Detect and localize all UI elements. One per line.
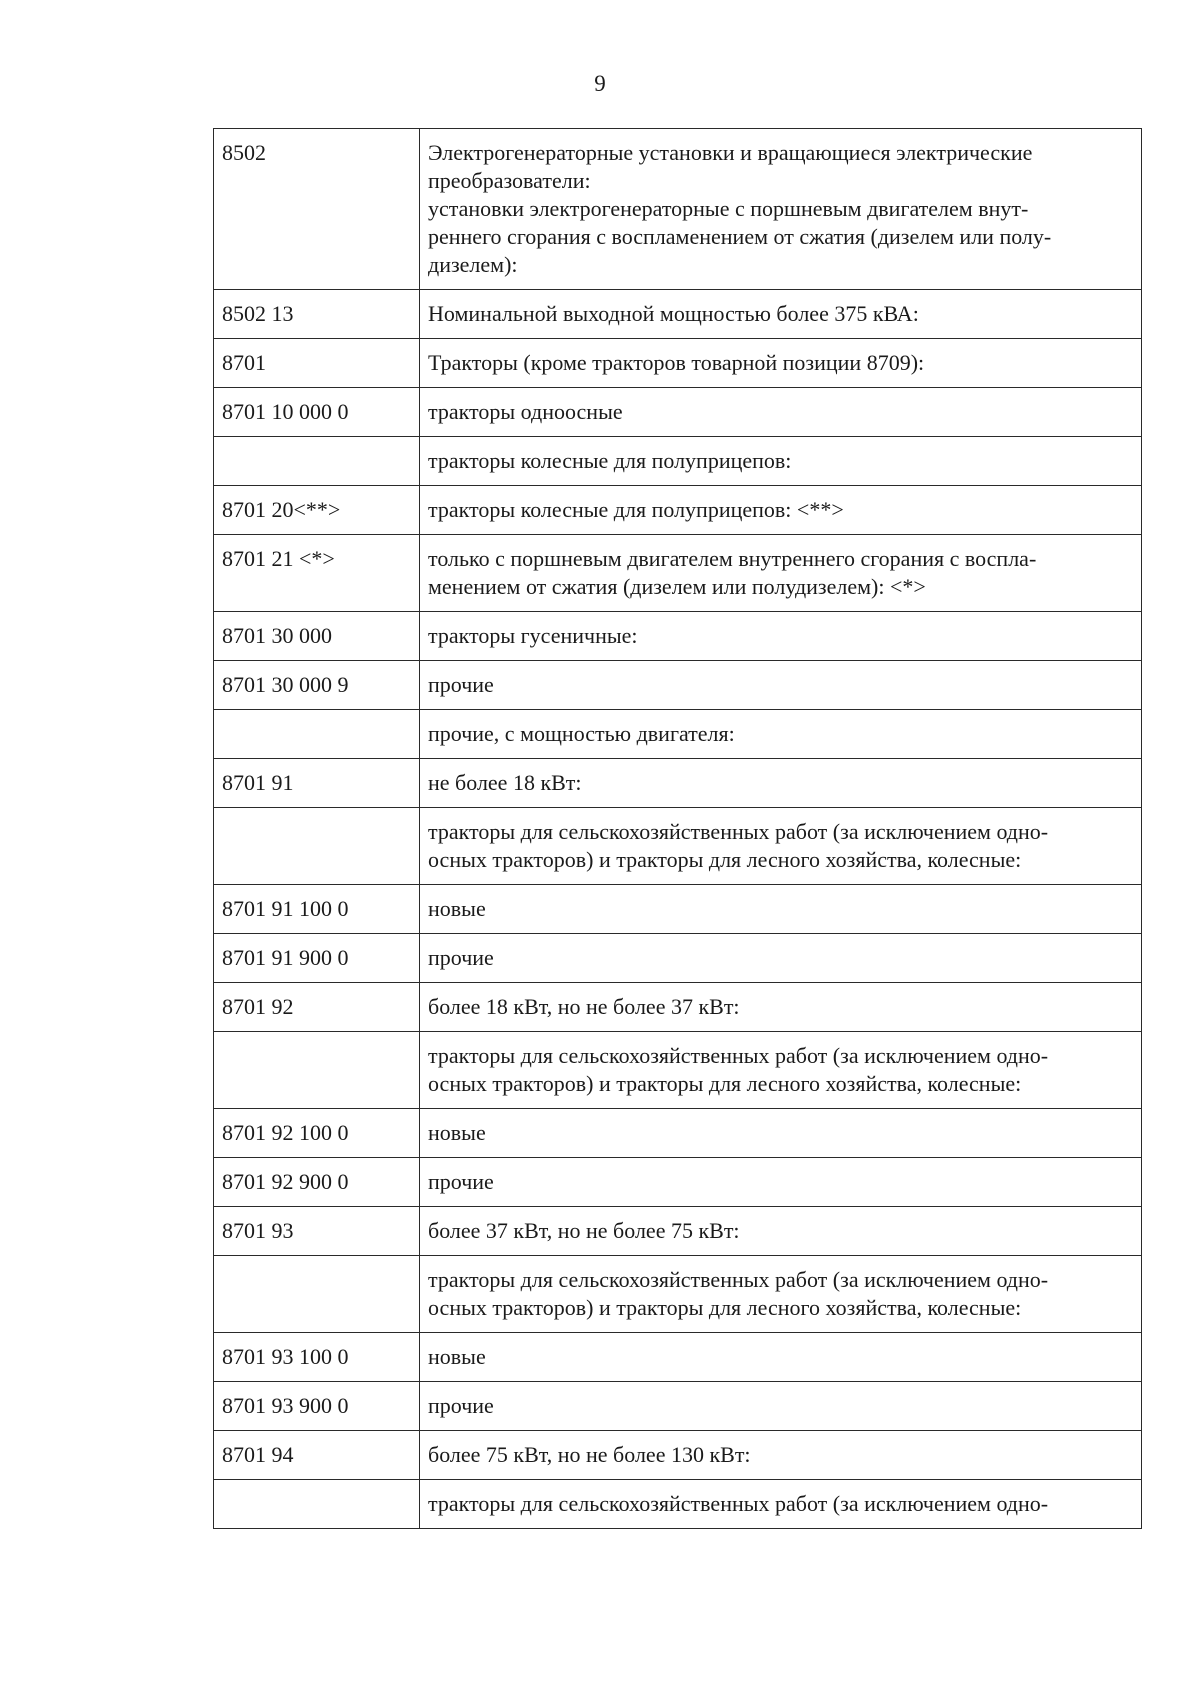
description-line: тракторы колесные для полуприцепов: [428, 448, 792, 473]
description-cell [420, 1109, 1142, 1158]
description-line: прочие [428, 1169, 494, 1194]
description-line: новые [428, 1120, 486, 1145]
description-line: дизелем): [428, 252, 518, 277]
code-cell: 8701 91 900 0 [214, 934, 420, 983]
description-line: более 18 кВт, но не более 37 кВт: [428, 994, 740, 1019]
table-row [214, 129, 1142, 290]
code-cell: 8701 91 100 0 [214, 885, 420, 934]
table-row [214, 983, 1142, 1032]
description-line: тракторы гусеничные: [428, 623, 638, 648]
code-cell: 8502 13 [214, 290, 420, 339]
description-cell [420, 388, 1142, 437]
description-cell [420, 710, 1142, 759]
table-row [214, 934, 1142, 983]
description-line: установки электрогенераторные с поршневым двигателем внут- [428, 196, 1029, 221]
code-cell: 8701 93 900 0 [214, 1382, 420, 1431]
table-row [214, 808, 1142, 885]
code-cell: 8701 93 100 0 [214, 1333, 420, 1382]
table-row [214, 885, 1142, 934]
code-cell [214, 1256, 420, 1333]
description-line: более 37 кВт, но не более 75 кВт: [428, 1218, 740, 1243]
description-cell [420, 1333, 1142, 1382]
table-row [214, 1256, 1142, 1333]
description-cell [420, 1480, 1142, 1529]
code-cell [214, 1032, 420, 1109]
description-line: осных тракторов) и тракторы для лесного хозяйства, колесные: [428, 847, 1022, 872]
code-cell: 8701 93 [214, 1207, 420, 1256]
description-cell [420, 885, 1142, 934]
description-line: тракторы одноосные [428, 399, 623, 424]
code-cell: 8701 30 000 9 [214, 661, 420, 710]
description-cell [420, 129, 1142, 290]
table-row [214, 290, 1142, 339]
table-row [214, 1382, 1142, 1431]
description-line: преобразователи: [428, 168, 591, 193]
code-cell: 8701 10 000 0 [214, 388, 420, 437]
description-line: только с поршневым двигателем внутреннего сгорания с воспла- [428, 546, 1037, 571]
description-line: тракторы для сельскохозяйственных работ (за исключением одно- [428, 1267, 1049, 1292]
description-cell [420, 339, 1142, 388]
description-line: тракторы для сельскохозяйственных работ (за исключением одно- [428, 819, 1049, 844]
description-cell [420, 934, 1142, 983]
description-line: прочие [428, 672, 494, 697]
description-cell [420, 437, 1142, 486]
table-row [214, 710, 1142, 759]
description-cell [420, 290, 1142, 339]
description-line: прочие [428, 945, 494, 970]
table-row [214, 437, 1142, 486]
code-cell: 8701 91 [214, 759, 420, 808]
code-cell: 8701 92 900 0 [214, 1158, 420, 1207]
table-row [214, 661, 1142, 710]
table-row [214, 1431, 1142, 1480]
description-cell [420, 1158, 1142, 1207]
description-line: не более 18 кВт: [428, 770, 582, 795]
description-line: прочие, с мощностью двигателя: [428, 721, 735, 746]
table-row [214, 759, 1142, 808]
description-cell [420, 1032, 1142, 1109]
code-cell: 8701 30 000 [214, 612, 420, 661]
description-cell [420, 1382, 1142, 1431]
description-line: Номинальной выходной мощностью более 375 кВА: [428, 301, 919, 326]
description-line: менением от сжатия (дизелем или полудизелем): <*> [428, 574, 926, 599]
table-row [214, 1032, 1142, 1109]
page-number: 9 [594, 71, 606, 96]
code-cell: 8701 21 <*> [214, 535, 420, 612]
description-line: осных тракторов) и тракторы для лесного хозяйства, колесные: [428, 1071, 1022, 1096]
description-line: реннего сгорания с воспламенением от сжатия (дизелем или полу- [428, 224, 1052, 249]
table-body [214, 129, 1142, 1529]
code-cell: 8701 20<**> [214, 486, 420, 535]
description-line: тракторы колесные для полуприцепов: <**> [428, 497, 844, 522]
description-cell [420, 759, 1142, 808]
description-cell [420, 612, 1142, 661]
description-line: более 75 кВт, но не более 130 кВт: [428, 1442, 751, 1467]
description-line: тракторы для сельскохозяйственных работ (за исключением одно- [428, 1491, 1049, 1516]
description-line: новые [428, 896, 486, 921]
code-cell: 8701 92 [214, 983, 420, 1032]
description-cell [420, 808, 1142, 885]
table-row [214, 1207, 1142, 1256]
table-row [214, 388, 1142, 437]
description-cell [420, 1256, 1142, 1333]
table-row [214, 535, 1142, 612]
description-line: Электрогенераторные установки и вращающиеся электрические [428, 140, 1033, 165]
description-cell [420, 661, 1142, 710]
description-line: тракторы для сельскохозяйственных работ (за исключением одно- [428, 1043, 1049, 1068]
table-row [214, 1333, 1142, 1382]
code-cell [214, 1480, 420, 1529]
description-line: новые [428, 1344, 486, 1369]
table-row [214, 339, 1142, 388]
code-cell [214, 437, 420, 486]
table-row [214, 486, 1142, 535]
table-row [214, 1109, 1142, 1158]
code-cell: 8701 94 [214, 1431, 420, 1480]
description-cell [420, 486, 1142, 535]
code-cell [214, 808, 420, 885]
code-cell [214, 710, 420, 759]
description-line: Тракторы (кроме тракторов товарной позиции 8709): [428, 350, 925, 375]
code-cell: 8502 [214, 129, 420, 290]
table-row [214, 1158, 1142, 1207]
description-cell [420, 983, 1142, 1032]
table-row [214, 612, 1142, 661]
table-row [214, 1480, 1142, 1529]
description-cell [420, 1207, 1142, 1256]
code-cell: 8701 [214, 339, 420, 388]
code-cell: 8701 92 100 0 [214, 1109, 420, 1158]
description-line: осных тракторов) и тракторы для лесного хозяйства, колесные: [428, 1295, 1022, 1320]
tariff-code-table [213, 128, 1142, 1529]
description-line: прочие [428, 1393, 494, 1418]
description-cell [420, 535, 1142, 612]
description-cell [420, 1431, 1142, 1480]
